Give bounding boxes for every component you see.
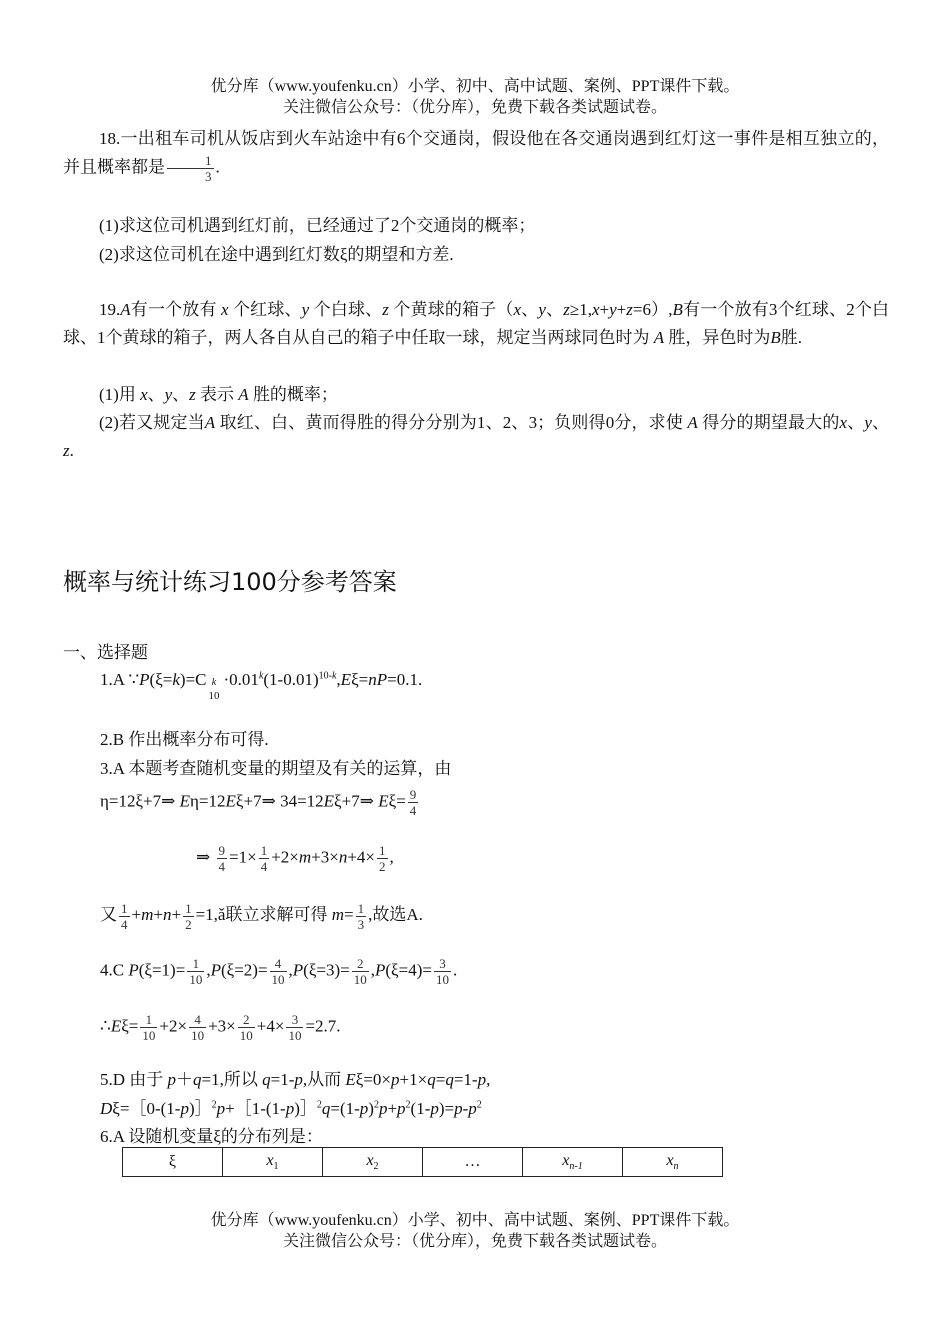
distribution-table: [122, 1147, 723, 1177]
page-header-line1: 优分库（www.youfenku.cn）小学、初中、高中试题、案例、PPT课件下载。: [210, 78, 740, 95]
table-cell-xn: $x_n$: [623, 1148, 723, 1177]
fraction-one-third: $\frac{1}{3}$: [167, 153, 214, 184]
q18-part1: (1)求这位司机遇到红灯前，已经通过了2个交通岗的概率；: [99, 216, 536, 235]
page-footer-line2: 关注微信公众号：（优分库），免费下载各类试题试卷。: [282, 1233, 667, 1250]
section-choice-title: 一、选择题: [63, 643, 148, 662]
q18-stem: 18.一出租车司机从饭店到火车站途中有6个交通岗，假设他在各交通岗遇到红灯这一事件是相互独立的，并且概率都是 $\frac{1}{3}$ .: [63, 129, 889, 184]
answer-4: 4.C P(ξ=1)= $\frac{1}{10}$ ,P(ξ=2)= $\frac{4}{10}$ ,P(ξ=3)= $\frac{2}{10}$ ,P(ξ=4)= $\frac{3}{10}$ .: [100, 956, 458, 987]
q19-stem: 19.A有一个放有 x 个红球、y 个白球、z 个黄球的箱子（x、y、z≥1,x+y+z=6）,B有一个放有3个红球、2个白球、1个黄球的箱子，两人各自从自己的箱子中任取一球，规定当两球同色时为 A 胜，异色时为B胜.: [63, 300, 890, 347]
table-cell-xn-1: $x_{n-1}$: [523, 1148, 623, 1177]
q19-part1: (1)用 x、y、z 表示 A 胜的概率；: [99, 385, 338, 404]
combination-index: k 10: [208, 677, 220, 702]
table-cell-xi: ξ: [123, 1148, 223, 1177]
answer-4-expectation: ∴Eξ= $\frac{1}{10}$ +2× $\frac{4}{10}$ +3× $\frac{2}{10}$ +4× $\frac{3}{10}$ =2.7.: [100, 1012, 341, 1043]
answer-6: 6.A 设随机变量ξ的分布列是：: [100, 1127, 323, 1146]
table-cell-x2: $x_2$: [323, 1148, 423, 1177]
page-header-line2: 关注微信公众号：（优分库），免费下载各类试题试卷。: [282, 99, 667, 116]
answer-3-eq3: 又 $\frac{1}{4}$ +m+n+ $\frac{1}{2}$ =1,ǎ联立求解可得 m= $\frac{1}{3}$ ,故选A.: [100, 900, 423, 932]
answer-5-line1: 5.D 由于 p＋q=1,所以 q=1-p,从而 Eξ=0×p+1×q=q=1-p,: [100, 1070, 491, 1089]
q19-part2: (2)若又规定当A 取红、白、黄而得胜的得分分别为1、2、3；负则得0分，求使 A 得分的期望最大的x、y、z.: [63, 413, 890, 460]
page-footer-line1: 优分库（www.youfenku.cn）小学、初中、高中试题、案例、PPT课件下载。: [210, 1212, 740, 1229]
q18-part2: (2)求这位司机在途中遇到红灯数ξ的期望和方差.: [99, 245, 454, 264]
table-row: [123, 1148, 723, 1177]
answer-1: 1.A ∵P(ξ=k)=C k 10 $\cdot 0.01^k(1-0.01)^{10-k},E\xi=nP=0.1$.: [100, 670, 423, 702]
answers-title: 概率与统计练习100分参考答案: [63, 568, 397, 596]
table-cell-x1: $x_1$: [223, 1148, 323, 1177]
table-cell-ellipsis: …: [423, 1148, 523, 1177]
answer-3-eq2: ⇒ $\frac{9}{4}$ =1× $\frac{1}{4}$ +2×m+3×n+4× $\frac{1}{2}$ ,: [196, 843, 394, 874]
answer-5-line2: $D\xi=[0-(1-p)]^2p+[1-(1-p)]^2q=(1-p)^2p+p^2(1-p)=p-p^2$: [100, 1099, 482, 1118]
answer-3: 3.A 本题考查随机变量的期望及有关的运算，由: [100, 759, 452, 778]
answer-2: 2.B 作出概率分布可得.: [100, 730, 269, 749]
answer-3-eq1: η=12ξ+7⇒ Eη=12Eξ+7⇒ 34=12Eξ+7⇒ Eξ= $\frac{9}{4}$: [100, 787, 417, 818]
